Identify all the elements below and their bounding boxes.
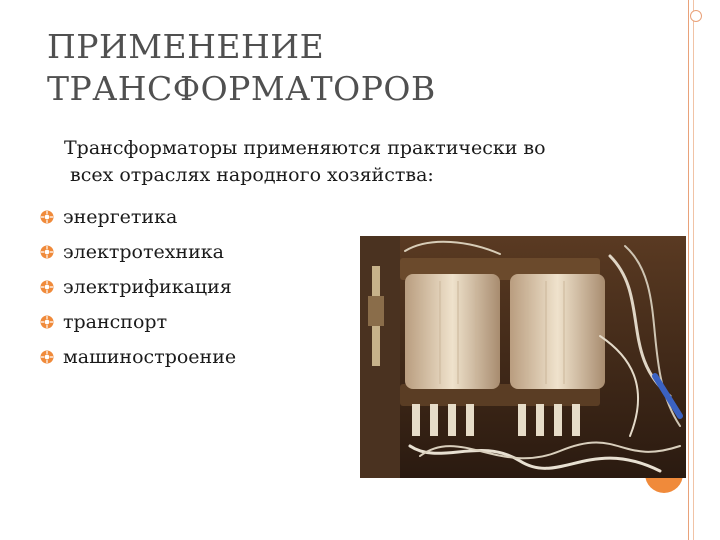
flower-bullet-icon [40, 245, 54, 259]
flower-bullet-icon [40, 350, 54, 364]
page-border-line-inner [693, 0, 694, 540]
flower-bullet-icon [40, 210, 54, 224]
title-line-1: ПРИМЕНЕНИЕ [47, 27, 325, 66]
transformer-photo [360, 236, 686, 478]
bullet-list [40, 199, 236, 374]
bullet-item [40, 199, 236, 234]
intro-line-1: Трансформаторы применяются практически во [64, 137, 546, 159]
bullet-item [40, 339, 236, 374]
flower-bullet-icon [40, 280, 54, 294]
bullet-label: электротехника [63, 240, 224, 263]
slide-title [47, 26, 667, 110]
bullet-label: электрификация [63, 275, 232, 298]
flower-bullet-icon [40, 315, 54, 329]
bullet-item [40, 269, 236, 304]
bullet-label: энергетика [63, 205, 178, 228]
bullet-label: транспорт [63, 310, 168, 333]
intro-line-2: всех отраслях народного хозяйства: [70, 164, 434, 186]
intro-text [64, 135, 624, 189]
corner-ornament [690, 10, 702, 22]
bullet-item [40, 234, 236, 269]
title-line-2: ТРАНСФОРМАТОРОВ [47, 69, 436, 108]
page-border-line [688, 0, 689, 540]
bullet-item [40, 304, 236, 339]
bullet-label: машиностроение [63, 345, 237, 368]
